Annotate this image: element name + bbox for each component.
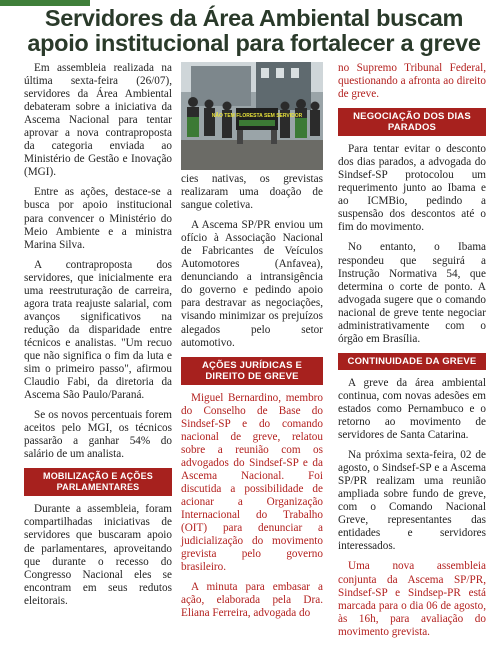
banner-text: NÃO TEM FLORESTA SEM SERVIDOR xyxy=(211,113,303,119)
paragraph: Em assembleia realizada na última sexta-feira (26/07), servidores da Área Ambiental debateram sobre a iniciativa da Ascema Nacional para tentar aprovar a nova contraproposta da categoria enviada ao Ministério de Gestão e Inovação (MGI). xyxy=(24,62,172,179)
paragraph: A contraproposta dos servidores, que inicialmente era uma reestruturação de carreira, agora trata reajuste salarial, com avanços significativos na redução da disparidade entre técnicos e analistas. "Um recuo que não significa o fim da luta e sim o primeiro passo", afirmou Claudio Fabi, da diretoria da Ascema São Paulo/Paraná. xyxy=(24,258,172,402)
section-header: MOBILIZAÇÃO E AÇÕES PARLAMENTARES xyxy=(24,468,172,496)
paragraph: Durante a assembleia, foram compartilhadas iniciativas de servidores que buscaram apoio de parlamentares, aproveitando que durante o recesso do Congresso Nacional eles se encontram em seus redutos eleitorais. xyxy=(24,503,172,607)
photo-image xyxy=(181,62,323,170)
section-header: AÇÕES JURÍDICAS E DIREITO DE GREVE xyxy=(181,357,323,385)
paragraph: A Ascema SP/PR enviou um ofício à Associação Nacional de Fabricantes de Veículos Automotores (Anfavea), denunciando a intransigência do governo e pedindo apoio para destravar as negociações, visando minimizar os prejuízos alegados pelo setor automotivo. xyxy=(181,219,323,349)
paragraph: Entre as ações, destace-se a busca por apoio institucional para convencer o Ministério do Meio Ambiente e a ministra Marina Silva. xyxy=(24,186,172,251)
highlighted-paragraph: no Supremo Tribunal Federal, questionando a afronta ao direito de greve. xyxy=(338,62,486,101)
paragraph: cies nativas, os grevistas realizaram uma doação de sangue coletiva. xyxy=(181,173,323,212)
paragraph: Se os novos percentuais forem aceitos pelo MGI, os técnicos passarão a ganhar 54% do salário de um analista. xyxy=(24,409,172,461)
headline: Servidores da Área Ambiental buscam apoio institucional para fortalecer a greve xyxy=(27,5,481,56)
highlighted-paragraph: Miguel Bernardino, membro do Conselho de Base do Sindsef-SP e do comando nacional de greve, relatou sobre a reunião com os advogados do Sindsef-SP e da Ascema Nacional. Foi discutida a possibilidade de acionar a Organização Internacional do Trabalho (OIT) para denunciar a judicialização do movimento grevista pelo governo brasileiro. xyxy=(181,391,323,574)
column-1 xyxy=(24,62,172,615)
column-2 xyxy=(181,173,323,627)
highlighted-paragraph: A minuta para embasar a ação, elaborada pela Dra. Eliana Ferreira, advogada do xyxy=(181,581,323,620)
paragraph: Na próxima sexta-feira, 02 de agosto, o Sindsef-SP e a Ascema SP/PR realizam uma reunião ampliada sobre fundo de greve, com o Comando Nacional Greve, representantes das entidades e servidores interessados. xyxy=(338,449,486,553)
section-header: CONTINUIDADE DA GREVE xyxy=(338,353,486,370)
protest-photo xyxy=(181,62,323,170)
paragraph: A greve da área ambiental continua, com novas adesões em estados como Pernambuco e o retorno ao movimento de servidores de Santa Catarina. xyxy=(338,376,486,442)
paragraph: No entanto, o Ibama respondeu que seguirá a Instrução Normativa 54, que determina o corte de ponto. A advogada sugere que o comando nacional de greve tente negociar administrativamente com o órgão em Brasília. xyxy=(338,241,486,345)
column-3 xyxy=(338,62,486,646)
highlighted-paragraph: Uma nova assembleia conjunta da Ascema SP/PR, Sindsef-SP e Sindsep-PR está marcada para o dia 06 de agosto, às 16h, para avaliação do movimento grevista. xyxy=(338,560,486,638)
section-header: NEGOCIAÇÃO DOS DIAS PARADOS xyxy=(338,108,486,136)
paragraph: Para tentar evitar o desconto dos dias parados, a advogada do Sindsef-SP protocolou um requerimento junto ao Ibama e ao ICMBio, pedindo a suspensão dos descontos até o fim do movimento. xyxy=(338,143,486,234)
